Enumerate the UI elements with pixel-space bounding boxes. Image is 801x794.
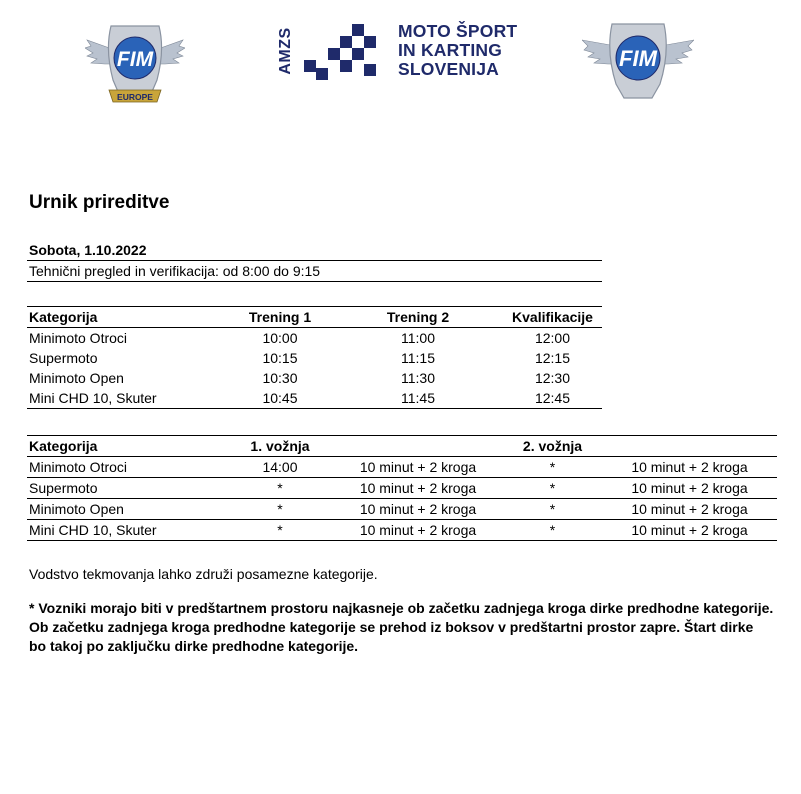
- table-row: [27, 368, 602, 388]
- fim-europe-logo: [85, 20, 185, 112]
- time-cell: 11:15: [401, 350, 435, 366]
- time-cell: *: [503, 499, 602, 520]
- amzs-name: [398, 22, 517, 79]
- time-cell: *: [503, 478, 602, 499]
- time-cell: 11:30: [401, 370, 435, 386]
- race-schedule-table: [27, 435, 777, 541]
- duration-cell: 10 minut + 2 kroga: [602, 457, 777, 478]
- time-cell: *: [227, 499, 333, 520]
- table-header-row: [27, 436, 777, 457]
- fim-europe-logo-text: FIM: [116, 48, 154, 71]
- duration-cell: 10 minut + 2 kroga: [602, 478, 777, 499]
- duration-cell: 10 minut + 2 kroga: [602, 520, 777, 541]
- day-label: Sobota, 1.10.2022: [27, 240, 602, 261]
- duration-cell: 10 minut + 2 kroga: [333, 478, 503, 499]
- header-cell: [333, 436, 503, 457]
- category-cell: Minimoto Open: [27, 499, 227, 520]
- time-cell: 11:45: [333, 388, 503, 409]
- time-cell: 10:15: [262, 350, 298, 366]
- category-cell: Mini CHD 10, Skuter: [27, 388, 227, 409]
- header-cell: Trening 1: [227, 307, 333, 328]
- header-cell: 2. vožnja: [503, 436, 602, 457]
- category-cell: Mini CHD 10, Skuter: [27, 520, 227, 541]
- time-cell: 12:15: [534, 350, 571, 366]
- time-cell: 12:30: [534, 370, 571, 386]
- table-row: [27, 499, 777, 520]
- duration-cell: 10 minut + 2 kroga: [333, 457, 503, 478]
- time-cell: 12:00: [503, 328, 602, 349]
- header-cell: Kategorija: [27, 307, 227, 328]
- practice-schedule-table: [27, 306, 602, 409]
- time-cell: 10:45: [227, 388, 333, 409]
- amzs-line: SLOVENIJA: [398, 59, 499, 79]
- table-row: [27, 457, 777, 478]
- category-cell: Supermoto: [27, 478, 227, 499]
- inspection-time: Tehnični pregled in verifikacija: od 8:00 do 9:15: [27, 261, 602, 282]
- fim-europe-banner-text: EUROPE: [117, 92, 153, 102]
- header-cell: 1. vožnja: [227, 436, 333, 457]
- time-cell: 11:00: [333, 328, 503, 349]
- header-cell: Kvalifikacije: [503, 307, 602, 328]
- time-cell: 12:45: [503, 388, 602, 409]
- header-cell: Kategorija: [27, 436, 227, 457]
- category-cell: Minimoto Otroci: [27, 457, 227, 478]
- time-cell: *: [227, 520, 333, 541]
- fim-logo-text: FIM: [619, 46, 657, 71]
- duration-cell: 10 minut + 2 kroga: [602, 499, 777, 520]
- merge-note: Vodstvo tekmovanja lahko združi posamezne kategorije.: [29, 566, 378, 582]
- table-row: [27, 328, 602, 349]
- category-cell: Minimoto Open: [29, 370, 124, 386]
- table-row: [27, 478, 777, 499]
- page-title: Urnik prireditve: [29, 192, 170, 213]
- time-cell: *: [227, 478, 333, 499]
- category-cell: Supermoto: [29, 350, 98, 366]
- category-cell: Minimoto Otroci: [27, 328, 227, 349]
- time-cell: 14:00: [227, 457, 333, 478]
- table-row: [27, 388, 602, 409]
- table-row: [27, 348, 602, 368]
- day-info-table: [27, 240, 602, 282]
- header-cell: Trening 2: [333, 307, 503, 328]
- time-cell: 10:30: [262, 370, 298, 386]
- table-header-row: [27, 307, 602, 328]
- time-cell: *: [503, 457, 602, 478]
- table-row: [27, 520, 777, 541]
- time-cell: *: [503, 520, 602, 541]
- amzs-logo: [276, 20, 516, 84]
- amzs-line: IN KARTING: [398, 40, 503, 60]
- amzs-line: MOTO ŠPORT: [398, 21, 518, 41]
- prestart-note: * Vozniki morajo biti v predštartnem prostoru najkasneje ob začetku zadnjega kroga dirke predhodne kategorije. Ob začetku zadnjega kroga predhodne kategorije se prehod iz boksov v predštartni prostor zapre. Štart dirke bo takoj po zaključku dirke predhodne kategorije.: [29, 600, 774, 654]
- amzs-vertical-label: AMZS: [277, 27, 294, 75]
- duration-cell: 10 minut + 2 kroga: [333, 499, 503, 520]
- header-cell: [602, 436, 777, 457]
- time-cell: 10:00: [227, 328, 333, 349]
- fim-logo: [582, 18, 694, 104]
- duration-cell: 10 minut + 2 kroga: [333, 520, 503, 541]
- checkered-flag-icon: [304, 24, 376, 80]
